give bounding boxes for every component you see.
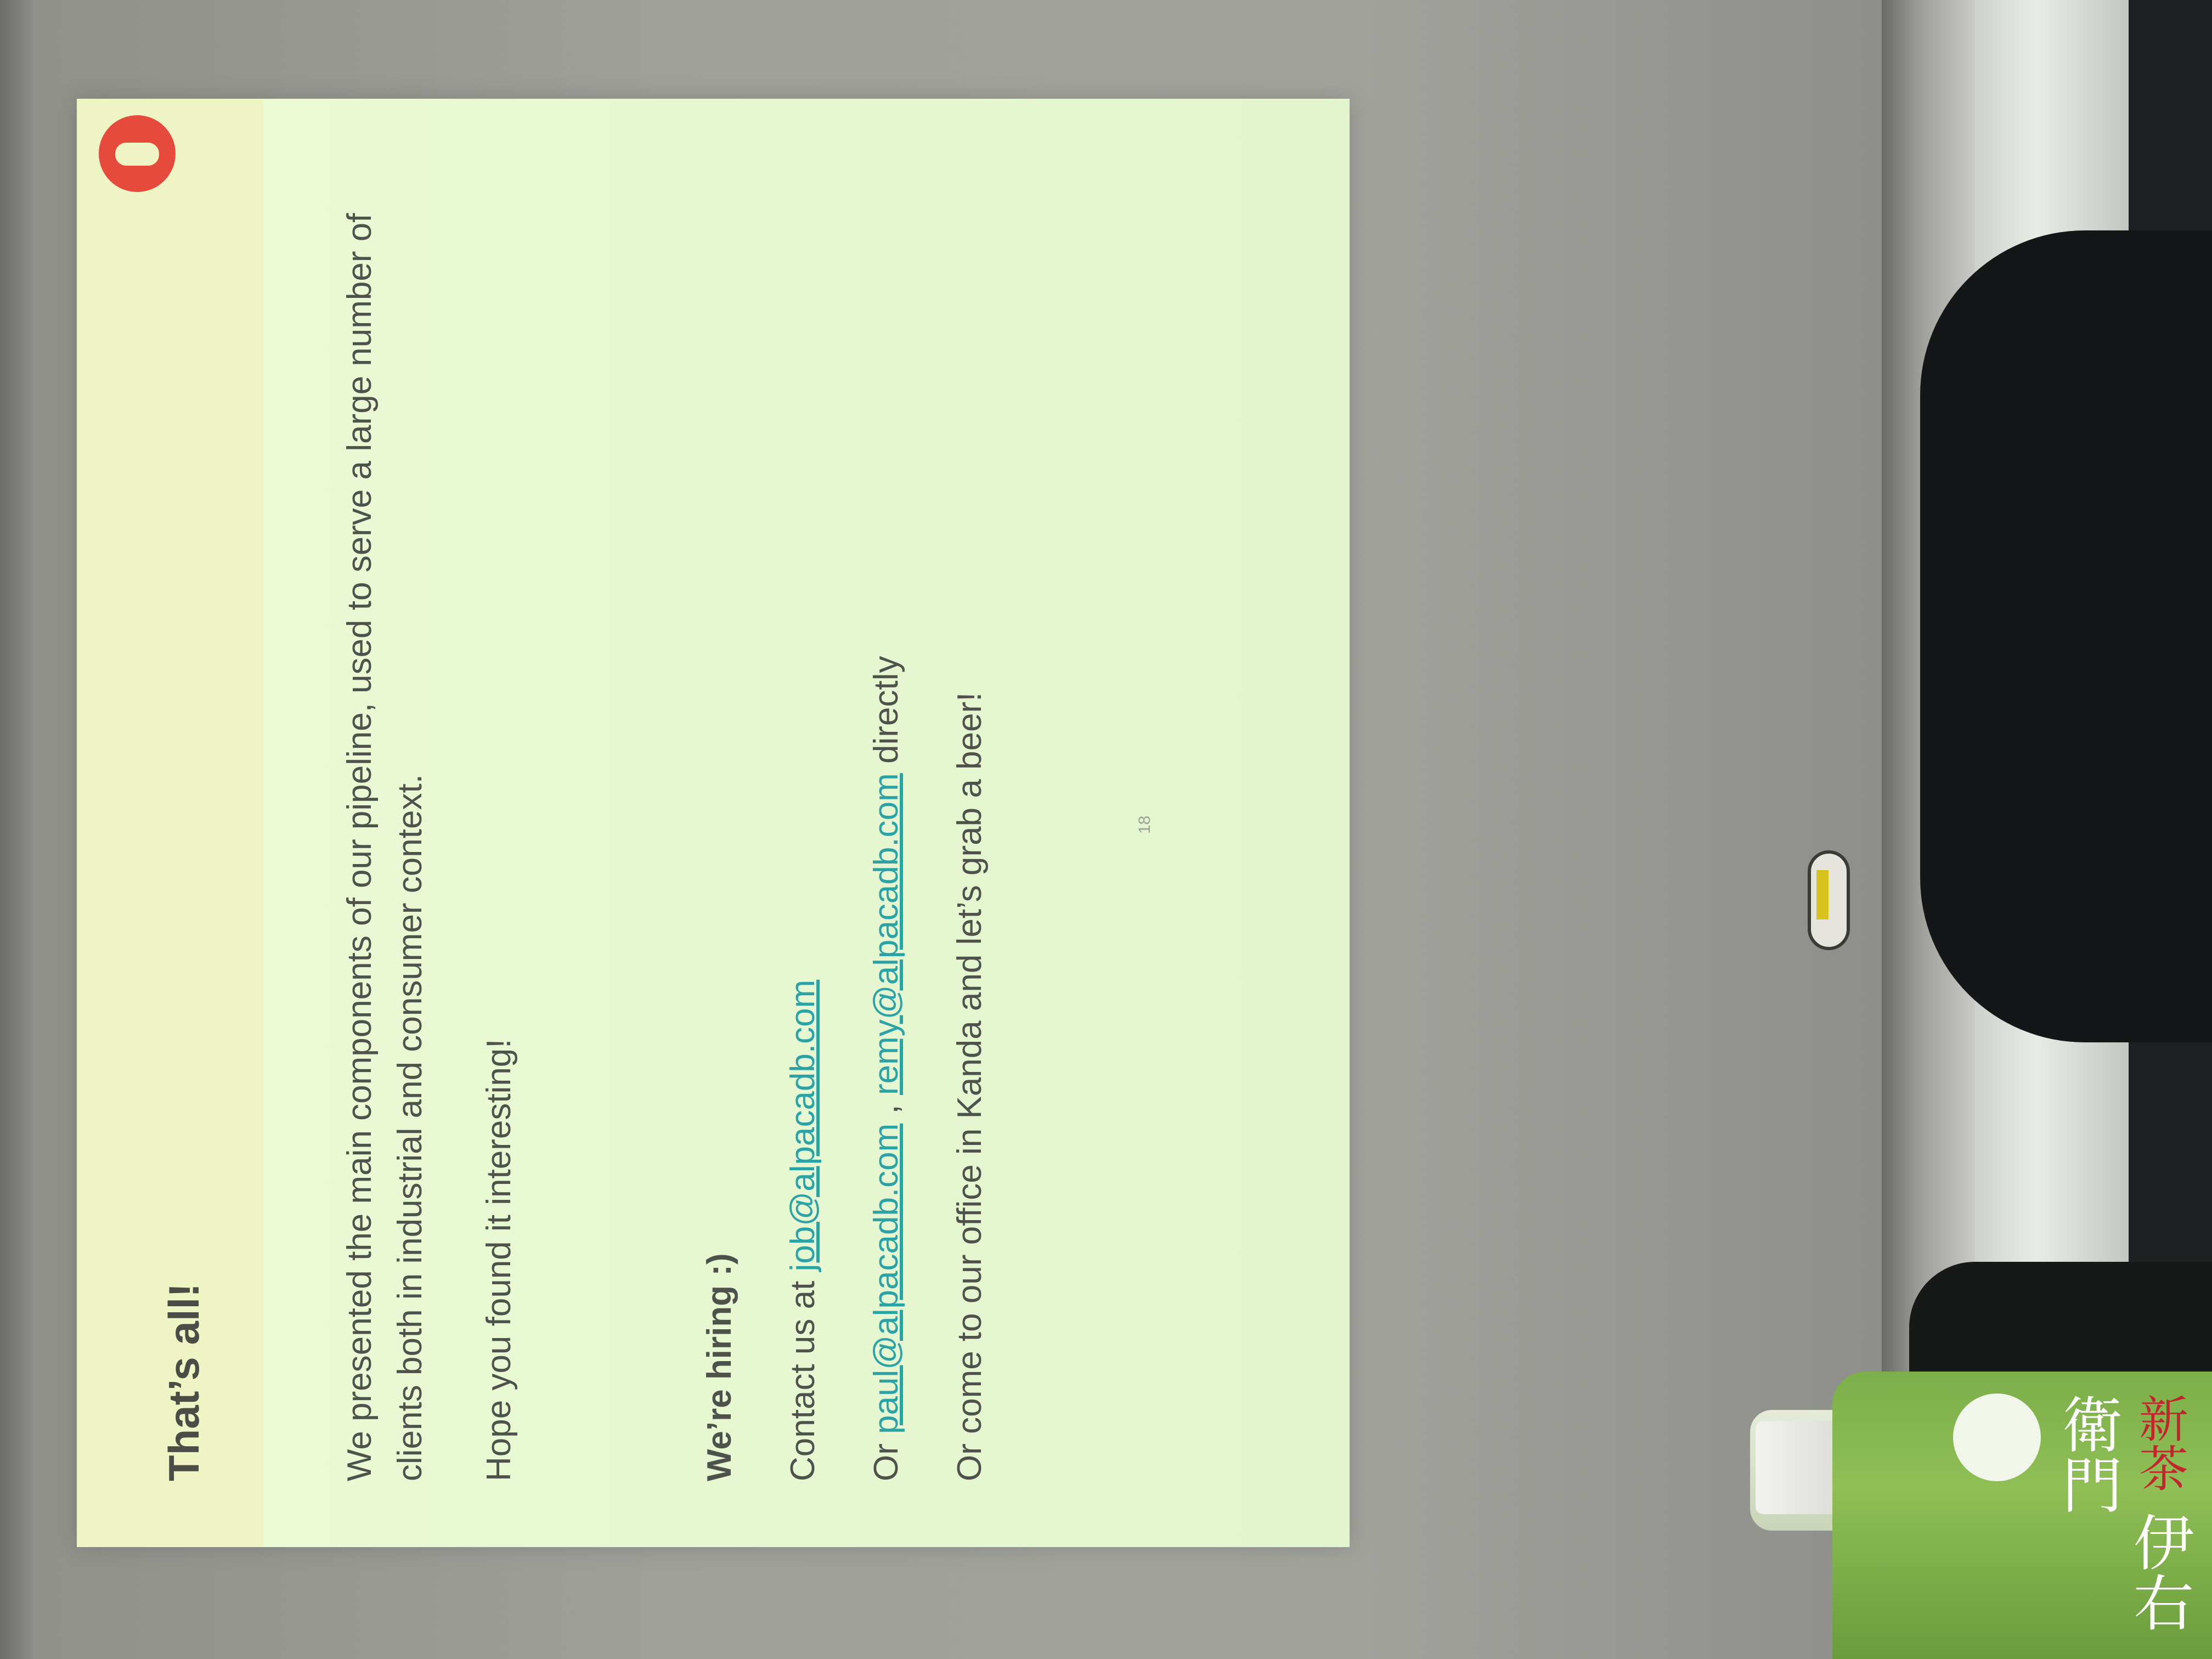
slide-body: [335, 165, 995, 1481]
closing-line: Or come to our office in Kanda and let’s grab a beer!: [951, 692, 989, 1481]
slide-title: That’s all!: [160, 1283, 208, 1481]
contact-prefix: Contact us at: [784, 1280, 822, 1481]
remy-email-link[interactable]: remy@alpacadb.com: [867, 773, 905, 1095]
warning-tag: [1816, 870, 1829, 919]
bottle-label: [1920, 1393, 2194, 1646]
contact-line: [778, 165, 828, 1481]
page-number: 18: [1136, 815, 1154, 834]
bottle-label-top: 新茶: [2130, 1393, 2188, 1492]
job-email-link[interactable]: job@alpacadb.com: [784, 979, 822, 1272]
hope-paragraph: Hope you found it interesting!: [480, 1039, 518, 1481]
projected-slide: [77, 99, 1350, 1547]
hiring-heading: We’re hiring :): [701, 1253, 738, 1481]
wall-left: [0, 0, 33, 1659]
alt-suffix: directly: [867, 656, 905, 764]
intro-paragraph: We presented the main components of our pipeline, used to serve a large number of clients both in industrial and consumer context.: [341, 213, 429, 1481]
alt-contact-line: [861, 165, 912, 1481]
chair-back: [1920, 230, 2212, 1042]
alt-separator: ,: [867, 1104, 905, 1114]
slide: [77, 99, 1350, 1547]
paul-email-link[interactable]: paul@alpacadb.com: [867, 1123, 905, 1434]
screen-hook: [1808, 850, 1850, 950]
alt-prefix: Or: [867, 1443, 905, 1481]
bottle-label-main: 伊右衛門: [2052, 1393, 2194, 1632]
company-logo-icon: [99, 115, 176, 192]
